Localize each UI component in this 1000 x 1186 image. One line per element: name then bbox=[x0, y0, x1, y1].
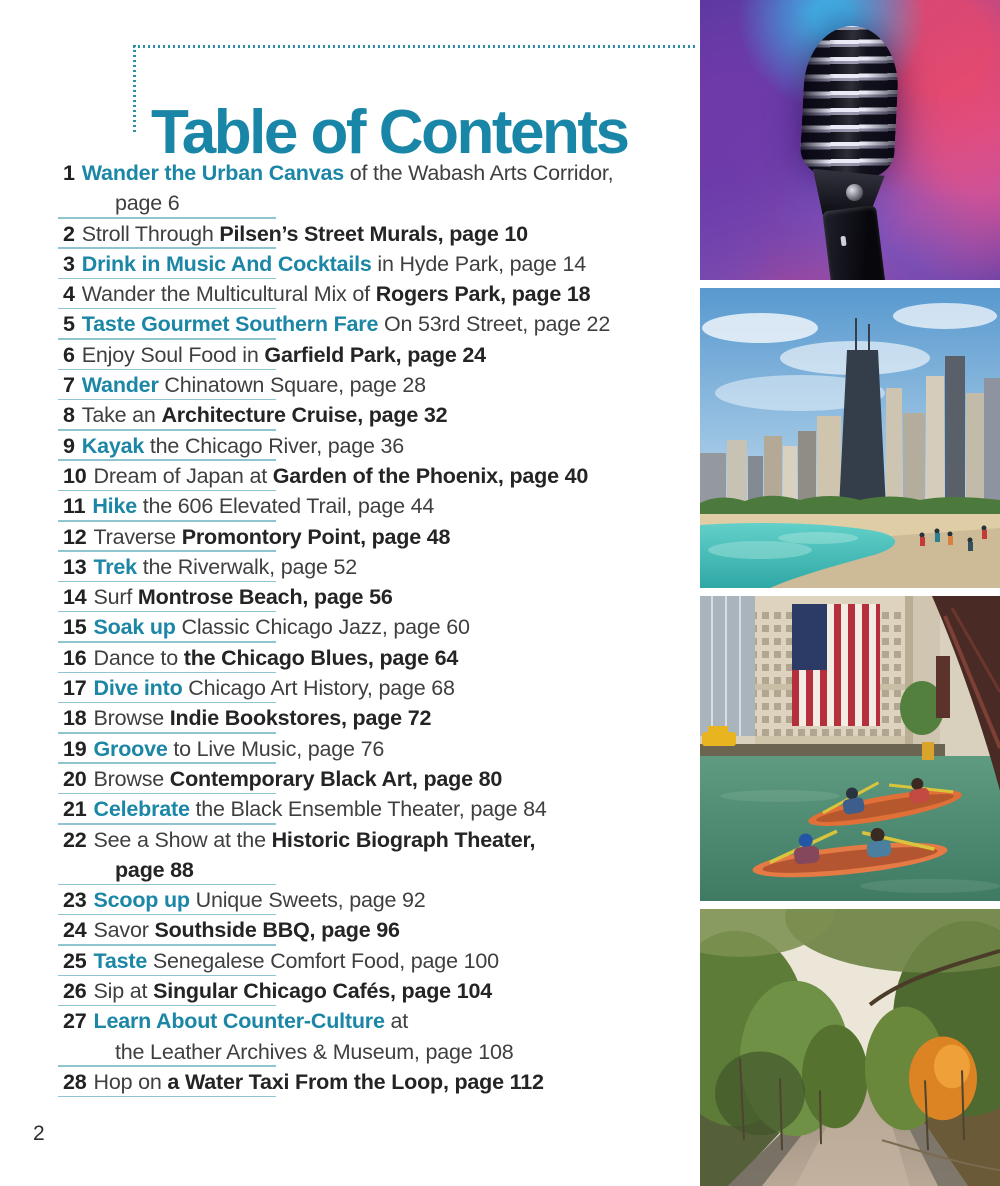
toc-entry-text: page 88 bbox=[115, 857, 194, 882]
toc-entry-text: the 606 Elevated Trail, page 44 bbox=[136, 494, 435, 519]
toc-entry[interactable] bbox=[63, 522, 703, 552]
toc-entry[interactable] bbox=[63, 309, 703, 339]
toc-entry-highlight: Celebrate bbox=[93, 797, 190, 822]
toc-entry-number: 7 bbox=[63, 373, 75, 398]
toc-entry-number: 16 bbox=[63, 645, 87, 670]
toc-entry[interactable] bbox=[63, 219, 703, 249]
toc-entry-highlight: Taste Gourmet Southern Fare bbox=[81, 312, 379, 337]
toc-entry-number: 4 bbox=[63, 282, 75, 307]
toc-entry-number: 13 bbox=[63, 554, 87, 579]
toc-entry-text: a Water Taxi From the Loop, page 112 bbox=[167, 1069, 544, 1094]
toc-entry-number: 19 bbox=[63, 736, 87, 761]
toc-entry-text: Classic Chicago Jazz, page 60 bbox=[175, 615, 470, 640]
toc-entry-text: Sip at bbox=[93, 979, 154, 1004]
toc-entry-highlight: Taste bbox=[93, 948, 148, 973]
toc-entry-highlight: Soak up bbox=[93, 615, 176, 640]
toc-entry-continuation bbox=[63, 1037, 703, 1067]
toc-entry[interactable] bbox=[63, 370, 703, 400]
toc-entry-number: 18 bbox=[63, 706, 87, 731]
microphone-body-shape bbox=[822, 205, 886, 280]
toc-list bbox=[63, 158, 703, 1097]
dotted-border-top bbox=[133, 45, 698, 48]
toc-entry-continuation bbox=[63, 855, 703, 885]
tree-lined-trail-photo bbox=[700, 909, 1000, 1186]
vintage-microphone-photo bbox=[700, 0, 1000, 280]
toc-entry-text: Enjoy Soul Food in bbox=[81, 342, 265, 367]
toc-entry[interactable] bbox=[63, 885, 703, 915]
toc-entry[interactable] bbox=[63, 1067, 703, 1097]
toc-entry-text: Savor bbox=[93, 918, 155, 943]
toc-entry-number: 15 bbox=[63, 615, 87, 640]
toc-entry[interactable] bbox=[63, 794, 703, 824]
toc-entry-text: of the Wabash Arts Corridor, bbox=[343, 161, 614, 185]
microphone-switch-shape bbox=[840, 236, 846, 247]
toc-entry-text: Singular Chicago Cafés, page 104 bbox=[153, 979, 492, 1004]
toc-entry-text: Unique Sweets, page 92 bbox=[189, 888, 426, 913]
toc-entry[interactable] bbox=[63, 976, 703, 1006]
toc-entry-number: 20 bbox=[63, 766, 87, 791]
toc-entry-highlight: Wander the Urban Canvas bbox=[81, 161, 344, 185]
toc-entry-number: 26 bbox=[63, 979, 87, 1004]
toc-entry-text: Pilsen’s Street Murals, page 10 bbox=[219, 221, 528, 246]
toc-entry[interactable] bbox=[63, 400, 703, 430]
toc-entry-text: the Black Ensemble Theater, page 84 bbox=[189, 797, 547, 822]
toc-entry-number: 6 bbox=[63, 342, 75, 367]
toc-entry-highlight: Trek bbox=[93, 554, 137, 579]
toc-entry[interactable] bbox=[63, 915, 703, 945]
toc-entry[interactable] bbox=[63, 461, 703, 491]
toc-entry-text: page 6 bbox=[115, 191, 180, 216]
toc-entry-number: 10 bbox=[63, 463, 87, 488]
toc-entry[interactable] bbox=[63, 946, 703, 976]
toc-entry-text: Montrose Beach, page 56 bbox=[137, 585, 393, 610]
toc-entry-text: Dance to bbox=[93, 645, 184, 670]
toc-entry-text: Chicago Art History, page 68 bbox=[182, 676, 455, 701]
page-title: Table of Contents bbox=[151, 97, 628, 167]
page-number: 2 bbox=[33, 1122, 45, 1145]
toc-entry-text: Traverse bbox=[93, 524, 182, 549]
toc-entry-number: 28 bbox=[63, 1069, 87, 1094]
toc-entry-text: Hop on bbox=[93, 1069, 168, 1094]
toc-entry-number: 14 bbox=[63, 585, 87, 610]
toc-entry-text: at bbox=[384, 1009, 409, 1034]
toc-entry-number: 12 bbox=[63, 524, 87, 549]
toc-entry[interactable] bbox=[63, 249, 703, 279]
toc-entry[interactable] bbox=[63, 431, 703, 461]
toc-entry-text: Southside BBQ, page 96 bbox=[154, 918, 400, 943]
toc-entry-text: the Chicago River, page 36 bbox=[144, 433, 405, 458]
toc-entry-text: the Chicago Blues, page 64 bbox=[183, 645, 459, 670]
toc-entry-text: Garden of the Phoenix, page 40 bbox=[272, 463, 589, 488]
toc-entry-text: Promontory Point, page 48 bbox=[181, 524, 451, 549]
microphone-head-shape bbox=[799, 24, 901, 181]
toc-entry-highlight: Learn About Counter-Culture bbox=[93, 1009, 385, 1034]
toc-entry-number: 21 bbox=[63, 797, 87, 822]
chicago-river-kayakers-photo bbox=[700, 596, 1000, 901]
toc-entry[interactable] bbox=[63, 491, 703, 521]
toc-entry-number: 22 bbox=[63, 827, 87, 852]
toc-entry-text: Dream of Japan at bbox=[93, 463, 273, 488]
toc-entry-number: 24 bbox=[63, 918, 87, 943]
toc-entry-highlight: Dive into bbox=[93, 676, 183, 701]
toc-entry-number: 5 bbox=[63, 312, 75, 337]
toc-entry-text: Contemporary Black Art, page 80 bbox=[169, 766, 503, 791]
toc-entry-number: 17 bbox=[63, 676, 87, 701]
toc-entry-text: the Leather Archives & Museum, page 108 bbox=[115, 1039, 514, 1064]
microphone-knob-shape bbox=[846, 184, 863, 201]
toc-entry[interactable] bbox=[63, 764, 703, 794]
toc-entry[interactable] bbox=[63, 158, 703, 219]
toc-entry-text: On 53rd Street, page 22 bbox=[378, 312, 611, 337]
toc-entry-text: See a Show at the bbox=[93, 827, 272, 852]
toc-entry-number: 27 bbox=[63, 1009, 87, 1034]
toc-entry[interactable] bbox=[63, 734, 703, 764]
toc-entry-text: Chinatown Square, page 28 bbox=[158, 373, 426, 398]
toc-entry-text: Surf bbox=[93, 585, 138, 610]
toc-entry-text: Stroll Through bbox=[81, 221, 220, 246]
toc-entry[interactable] bbox=[63, 582, 703, 612]
chicago-lakefront-skyline-photo bbox=[700, 288, 1000, 588]
toc-entry-number: 1 bbox=[63, 161, 75, 185]
toc-entry-text: the Riverwalk, page 52 bbox=[136, 554, 358, 579]
toc-entry-continuation bbox=[63, 188, 703, 218]
toc-entry[interactable] bbox=[63, 703, 703, 733]
toc-entry[interactable] bbox=[63, 340, 703, 370]
toc-entry[interactable] bbox=[63, 552, 703, 582]
toc-entry[interactable] bbox=[63, 673, 703, 703]
toc-entry-text: Browse bbox=[93, 766, 170, 791]
toc-entry-text: in Hyde Park, page 14 bbox=[371, 251, 586, 276]
toc-entry[interactable] bbox=[63, 612, 703, 642]
toc-entry-text: Garfield Park, page 24 bbox=[264, 342, 486, 367]
dotted-border-left bbox=[133, 45, 136, 133]
toc-entry-number: 3 bbox=[63, 251, 75, 276]
toc-entry-number: 11 bbox=[63, 494, 86, 519]
toc-entry-highlight: Kayak bbox=[81, 433, 145, 458]
toc-entry-text: Browse bbox=[93, 706, 170, 731]
toc-entry-text: Rogers Park, page 18 bbox=[375, 282, 591, 307]
toc-entry-highlight: Scoop up bbox=[93, 888, 190, 913]
toc-entry-text: Senegalese Comfort Food, page 100 bbox=[147, 948, 499, 973]
toc-entry-text: Wander the Multicultural Mix of bbox=[81, 282, 376, 307]
toc-entry-text: Architecture Cruise, page 32 bbox=[161, 403, 448, 428]
toc-entry-highlight: Wander bbox=[81, 373, 159, 398]
toc-entry-text: Take an bbox=[81, 403, 162, 428]
toc-entry-number: 2 bbox=[63, 221, 75, 246]
toc-entry[interactable] bbox=[63, 643, 703, 673]
toc-entry-highlight: Drink in Music And Cocktails bbox=[81, 251, 372, 276]
toc-entry-text: to Live Music, page 76 bbox=[167, 736, 385, 761]
toc-entry[interactable] bbox=[63, 279, 703, 309]
toc-entry-text: Indie Bookstores, page 72 bbox=[169, 706, 432, 731]
toc-entry-text: Historic Biograph Theater, bbox=[271, 827, 536, 852]
toc-entry-number: 8 bbox=[63, 403, 75, 428]
toc-entry-number: 23 bbox=[63, 888, 87, 913]
toc-entry[interactable] bbox=[63, 825, 703, 886]
toc-entry-number: 9 bbox=[63, 433, 75, 458]
toc-entry-highlight: Groove bbox=[93, 736, 168, 761]
toc-entry-number: 25 bbox=[63, 948, 87, 973]
toc-entry-highlight: Hike bbox=[92, 494, 137, 519]
toc-entry[interactable] bbox=[63, 1006, 703, 1067]
